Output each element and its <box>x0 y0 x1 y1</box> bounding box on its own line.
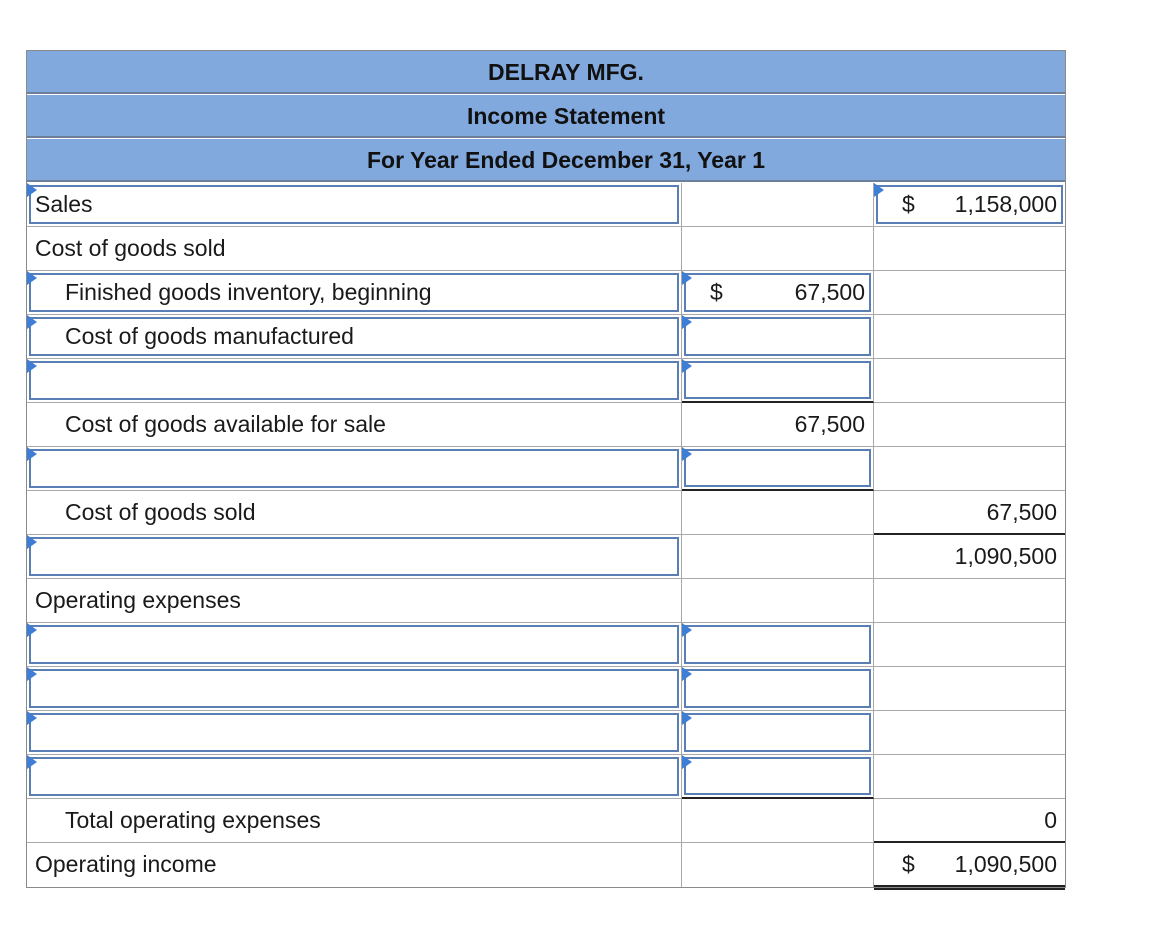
mid-amount-cell <box>682 579 874 623</box>
label-cell[interactable] <box>27 755 682 799</box>
statement-period: For Year Ended December 31, Year 1 <box>366 147 766 173</box>
gross-profit-label-input[interactable] <box>29 537 679 576</box>
mid-amount-cell[interactable] <box>682 667 874 711</box>
opex-label-input[interactable] <box>29 625 679 664</box>
operating-income-amount: 1,090,500 <box>954 851 1057 877</box>
period-header <box>27 139 1065 182</box>
dropdown-flag-icon <box>682 667 692 681</box>
label-cell[interactable] <box>27 359 682 403</box>
opex-amount-input[interactable] <box>684 713 871 752</box>
right-amount-cell <box>874 491 1065 535</box>
dollar-sign: $ <box>902 191 915 217</box>
label-cell <box>27 403 682 447</box>
row-label: Cost of goods sold <box>65 499 256 525</box>
right-amount-cell <box>874 755 1065 799</box>
opex-label-input[interactable] <box>29 713 679 752</box>
right-amount-cell <box>874 535 1065 579</box>
dropdown-flag-icon <box>27 271 37 285</box>
dropdown-flag-icon <box>27 667 37 681</box>
sales-label-input[interactable] <box>29 185 679 224</box>
table-row-opex-input <box>27 623 1065 667</box>
opex-amount-input[interactable] <box>684 757 871 795</box>
table-row-cogs-header <box>27 227 1065 271</box>
dropdown-flag-icon <box>27 535 37 549</box>
label-cell <box>27 799 682 843</box>
dropdown-flag-icon <box>27 623 37 637</box>
label-cell[interactable] <box>27 447 682 491</box>
row-label: Operating income <box>35 851 217 877</box>
label-cell <box>27 491 682 535</box>
row-label: Total operating expenses <box>65 807 321 833</box>
table-row-opex-header <box>27 579 1065 623</box>
dropdown-flag-icon <box>27 711 37 725</box>
table-row-opex-input <box>27 711 1065 755</box>
right-amount-cell <box>874 403 1065 447</box>
dropdown-flag-icon <box>874 183 884 197</box>
dollar-sign: $ <box>710 279 723 305</box>
row-label: Operating expenses <box>35 587 241 613</box>
right-amount-cell <box>874 711 1065 755</box>
total-opex-amount: 0 <box>1044 807 1057 833</box>
dropdown-flag-icon <box>682 711 692 725</box>
label-cell[interactable] <box>27 623 682 667</box>
cogs-total-amount: 67,500 <box>986 499 1057 525</box>
table-row-fg-inventory <box>27 271 1065 315</box>
gross-profit-amount: 1,090,500 <box>954 543 1057 569</box>
dropdown-flag-icon <box>682 755 692 769</box>
fg-inventory-amount: 67,500 <box>794 279 865 305</box>
dollar-sign: $ <box>902 851 915 877</box>
dropdown-flag-icon <box>682 447 692 461</box>
mid-amount-cell <box>682 403 874 447</box>
dropdown-flag-icon <box>27 447 37 461</box>
right-amount-cell <box>874 227 1065 271</box>
label-cell[interactable] <box>27 315 682 359</box>
opex-label-input[interactable] <box>29 757 679 796</box>
blank-amount-input[interactable] <box>684 361 871 399</box>
label-cell <box>27 579 682 623</box>
blank-amount-input[interactable] <box>684 449 871 487</box>
table-row-cogs-total <box>27 491 1065 535</box>
mid-amount-cell <box>682 799 874 843</box>
right-amount-cell <box>874 447 1065 491</box>
opex-label-input[interactable] <box>29 669 679 708</box>
table-row-sales <box>27 183 1065 227</box>
label-cell[interactable] <box>27 271 682 315</box>
row-label: Cost of goods manufactured <box>65 323 354 349</box>
statement-title-header <box>27 95 1065 138</box>
right-amount-cell[interactable] <box>874 183 1065 227</box>
mid-amount-cell <box>682 535 874 579</box>
mid-amount-cell[interactable] <box>682 447 874 491</box>
right-amount-cell <box>874 579 1065 623</box>
table-row-gross-profit <box>27 535 1065 579</box>
company-name: DELRAY MFG. <box>488 59 644 85</box>
mid-amount-cell[interactable] <box>682 359 874 403</box>
right-amount-cell <box>874 359 1065 403</box>
table-row-blank-input <box>27 359 1065 403</box>
opex-amount-input[interactable] <box>684 625 871 664</box>
mid-amount-cell[interactable] <box>682 711 874 755</box>
label-cell[interactable] <box>27 535 682 579</box>
label-cell[interactable] <box>27 711 682 755</box>
mid-amount-cell <box>682 227 874 271</box>
mid-amount-cell[interactable] <box>682 271 874 315</box>
label-cell[interactable] <box>27 183 682 227</box>
row-label: Cost of goods available for sale <box>65 411 386 437</box>
income-statement-worksheet <box>26 50 1066 888</box>
statement-title: Income Statement <box>466 103 666 129</box>
dropdown-flag-icon <box>27 359 37 373</box>
dropdown-flag-icon <box>682 359 692 373</box>
mid-amount-cell[interactable] <box>682 315 874 359</box>
dropdown-flag-icon <box>27 183 37 197</box>
blank-label-input[interactable] <box>29 361 679 400</box>
table-row-cogm <box>27 315 1065 359</box>
blank-label-input[interactable] <box>29 449 679 488</box>
right-amount-cell <box>874 799 1065 843</box>
table-row-opex-input <box>27 667 1065 711</box>
right-amount-cell <box>874 315 1065 359</box>
table-row-blank-input <box>27 447 1065 491</box>
dropdown-flag-icon <box>27 315 37 329</box>
cogm-amount-input[interactable] <box>684 317 871 356</box>
dropdown-flag-icon <box>682 623 692 637</box>
dropdown-flag-icon <box>682 315 692 329</box>
goods-available-amount: 67,500 <box>794 411 865 437</box>
table-row-opex-input <box>27 755 1065 799</box>
row-label: Sales <box>35 191 93 217</box>
label-cell[interactable] <box>27 667 682 711</box>
mid-amount-cell[interactable] <box>682 623 874 667</box>
mid-amount-cell <box>682 843 874 887</box>
company-name-header <box>27 51 1065 94</box>
mid-amount-cell[interactable] <box>682 755 874 799</box>
row-label: Finished goods inventory, beginning <box>65 279 432 305</box>
right-amount-cell <box>874 271 1065 315</box>
mid-amount-cell <box>682 491 874 535</box>
dropdown-flag-icon <box>27 755 37 769</box>
table-row-total-opex <box>27 799 1065 843</box>
dropdown-flag-icon <box>682 271 692 285</box>
table-row-operating-income <box>27 843 1065 887</box>
opex-amount-input[interactable] <box>684 669 871 708</box>
right-amount-cell <box>874 667 1065 711</box>
row-label: Cost of goods sold <box>35 235 226 261</box>
right-amount-cell <box>874 843 1065 887</box>
right-amount-cell <box>874 623 1065 667</box>
label-cell <box>27 227 682 271</box>
table-row-goods-available <box>27 403 1065 447</box>
label-cell <box>27 843 682 887</box>
mid-amount-cell <box>682 183 874 227</box>
sales-amount: 1,158,000 <box>954 191 1057 217</box>
